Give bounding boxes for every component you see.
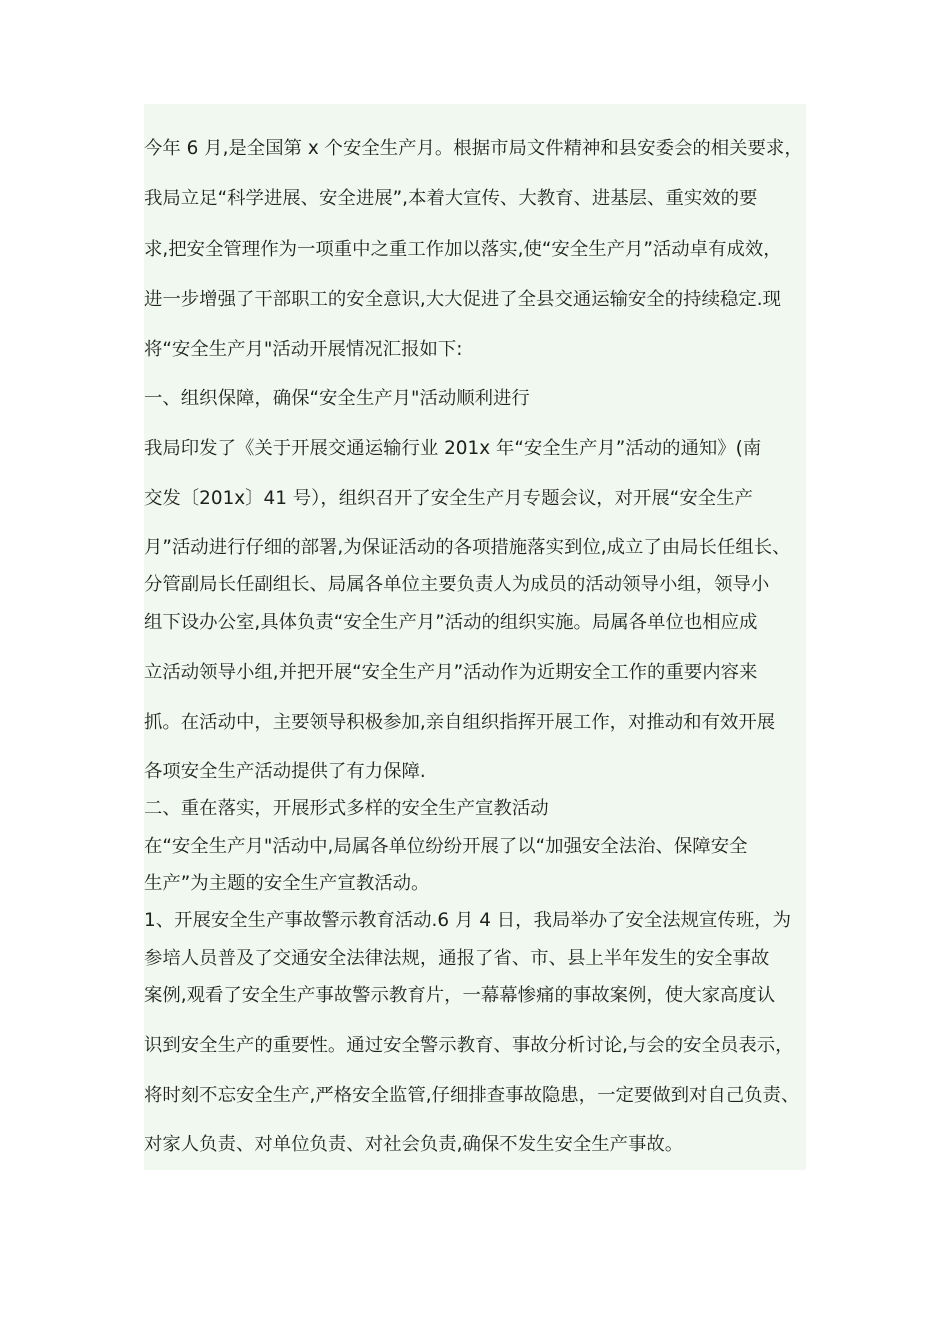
paragraph-line: 月”活动进行仔细的部署,为保证活动的各项措施落实到位,成立了由局长任组长、: [144, 537, 791, 558]
text-highlight-block: [144, 104, 806, 1170]
paragraph-line: 识到安全生产的重要性。通过安全警示教育、事故分析讨论,与会的安全员表示，: [144, 1035, 794, 1056]
paragraph-line: 今年 6 月,是全国第 x 个安全生产月。根据市局文件精神和县安委会的相关要求，: [144, 138, 803, 159]
paragraph-line: 将“安全生产月"活动开展情况汇报如下:: [144, 339, 463, 360]
paragraph-line: 抓。在活动中，主要领导积极参加,亲自组织指挥开展工作，对推动和有效开展: [144, 712, 776, 733]
paragraph-line: 进一步增强了干部职工的安全意识,大大促进了全县交通运输安全的持续稳定.现: [144, 289, 781, 310]
numbered-item-line: 1、开展安全生产事故警示教育活动.6 月 4 日，我局举办了安全法规宣传班，为: [144, 910, 791, 931]
paragraph-line: 我局印发了《关于开展交通运输行业 201x 年“安全生产月”活动的通知》(南: [144, 438, 762, 459]
paragraph-line: 组下设办公室,具体负责“安全生产月”活动的组织实施。局属各单位也相应成: [144, 612, 758, 633]
paragraph-line: 立活动领导小组,并把开展“安全生产月”活动作为近期安全工作的重要内容来: [144, 662, 758, 683]
paragraph-line: 将时刻不忘安全生产,严格安全监管,仔细排查事故隐患，一定要做到对自己负责、: [144, 1085, 800, 1106]
section-heading: 二、重在落实，开展形式多样的安全生产宣教活动: [144, 798, 549, 819]
paragraph-line: 对家人负责、对单位负责、对社会负责,确保不发生安全生产事故。: [144, 1134, 684, 1155]
paragraph-line: 求,把安全管理作为一项重中之重工作加以落实,使“安全生产月”活动卓有成效，: [144, 239, 782, 260]
paragraph-line: 我局立足“科学进展、安全进展”,本着大宣传、大教育、进基层、重实效的要: [144, 188, 758, 209]
paragraph-line: 生产”为主题的安全生产宣教活动。: [144, 873, 430, 894]
paragraph-line: 参培人员普及了交通安全法律法规，通报了省、市、县上半年发生的安全事故: [144, 948, 770, 969]
paragraph-line: 案例,观看了安全生产事故警示教育片，一幕幕惨痛的事故案例，使大家高度认: [144, 985, 776, 1006]
paragraph-line: 在“安全生产月"活动中,局属各单位纷纷开展了以“加强安全法治、保障安全: [144, 836, 748, 857]
paragraph-line: 分管副局长任副组长、局属各单位主要负责人为成员的活动领导小组，领导小: [144, 574, 770, 595]
paragraph-line: 各项安全生产活动提供了有力保障.: [144, 761, 426, 782]
paragraph-line: 交发〔201x〕41 号），组织召开了安全生产月专题会议，对开展“安全生产: [144, 488, 753, 509]
section-heading: 一、组织保障，确保“安全生产月"活动顺利进行: [144, 388, 530, 409]
